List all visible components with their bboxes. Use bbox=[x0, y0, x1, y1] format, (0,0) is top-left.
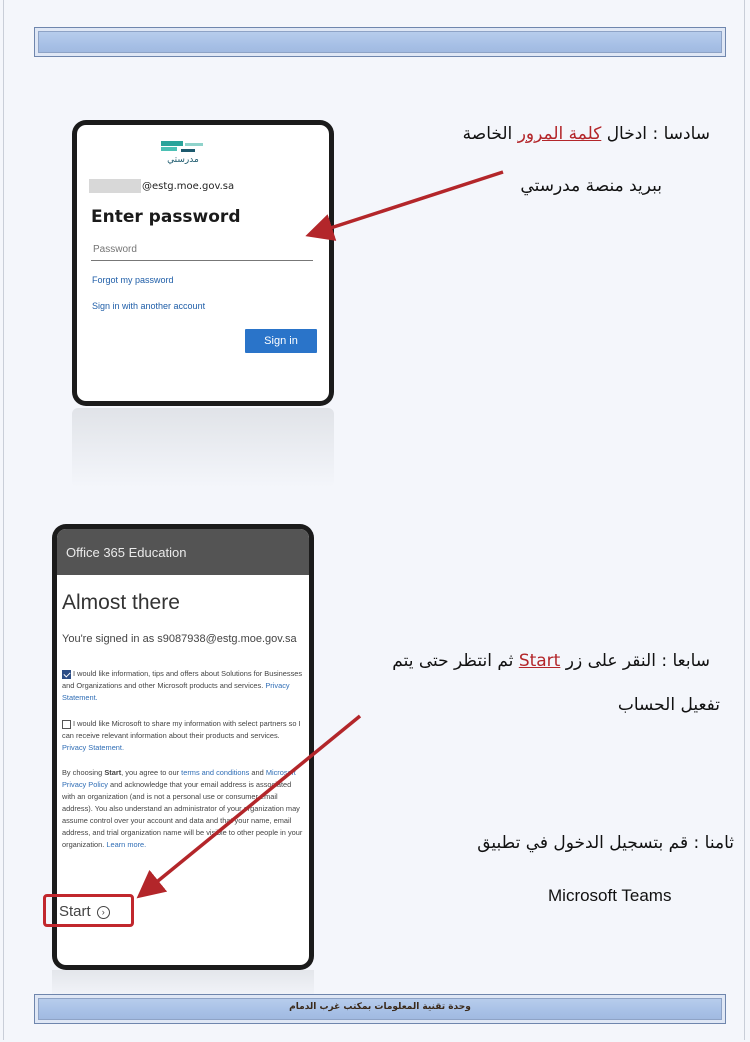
sign-in-button[interactable]: Sign in bbox=[245, 329, 317, 353]
email-display: @estg.moe.gov.sa bbox=[89, 179, 234, 193]
almost-there-title: Almost there bbox=[62, 591, 180, 614]
privacy-link[interactable]: Microsoft Privacy Policy bbox=[62, 768, 296, 789]
step6-line1: سادسا : ادخال كلمة المرور الخاصة bbox=[462, 124, 710, 144]
start-button[interactable]: Start › bbox=[59, 903, 110, 920]
learn-more-link[interactable]: Learn more. bbox=[106, 840, 147, 849]
step8-line2: Microsoft Teams bbox=[548, 886, 672, 905]
arrow-circle-right-icon: › bbox=[97, 906, 110, 919]
office-header: Office 365 Education bbox=[57, 529, 309, 575]
enter-password-title: Enter password bbox=[91, 207, 241, 227]
arrow-to-start bbox=[142, 716, 360, 894]
step6-highlight: كلمة المرور bbox=[517, 124, 602, 144]
step6-line2: ببريد منصة مدرستي bbox=[520, 176, 662, 196]
logo-text: مدرستي bbox=[167, 155, 199, 165]
terms-text: By choosing Start, you agree to our terms and conditions and Microsoft Privacy Policy and acknowledge that your email address is associated with an organization (and is not a personal use or consumer email address). You also understand an administrator of your organization may assume control over your account and data and that your name, email address, and trial organization name will be visible to other people in your organization. Learn more. bbox=[62, 768, 303, 849]
footer-bar bbox=[34, 994, 726, 1024]
other-account-link[interactable]: Sign in with another account bbox=[92, 301, 206, 311]
step7-line2: تفعيل الحساب bbox=[617, 695, 720, 715]
footer-text: وحدة تقنية المعلومات بمكتب غرب الدمام bbox=[289, 1002, 471, 1012]
step7-line1: سابعا : النقر على زر Start ثم انتظر حتى يتم bbox=[392, 651, 710, 671]
info-checkbox-label: I would like information, tips and offers about Solutions for Businesses and Organizations and other Microsoft products and services. Privacy Statement. bbox=[62, 669, 303, 702]
arrow-to-password bbox=[312, 172, 503, 234]
forgot-password-link[interactable]: Forgot my password bbox=[92, 275, 174, 285]
step7-highlight: Start bbox=[518, 651, 561, 671]
share-checkbox-label: I would like Microsoft to share my information with select partners so I can receive relevant information about their products and services. Privacy Statement. bbox=[62, 719, 301, 752]
step8-line1: ثامنا : قم بتسجيل الدخول في تطبيق bbox=[477, 833, 734, 853]
signed-in-text: You're signed in as s9087938@estg.moe.gov.sa bbox=[62, 633, 297, 645]
terms-link[interactable]: terms and conditions bbox=[181, 768, 250, 777]
